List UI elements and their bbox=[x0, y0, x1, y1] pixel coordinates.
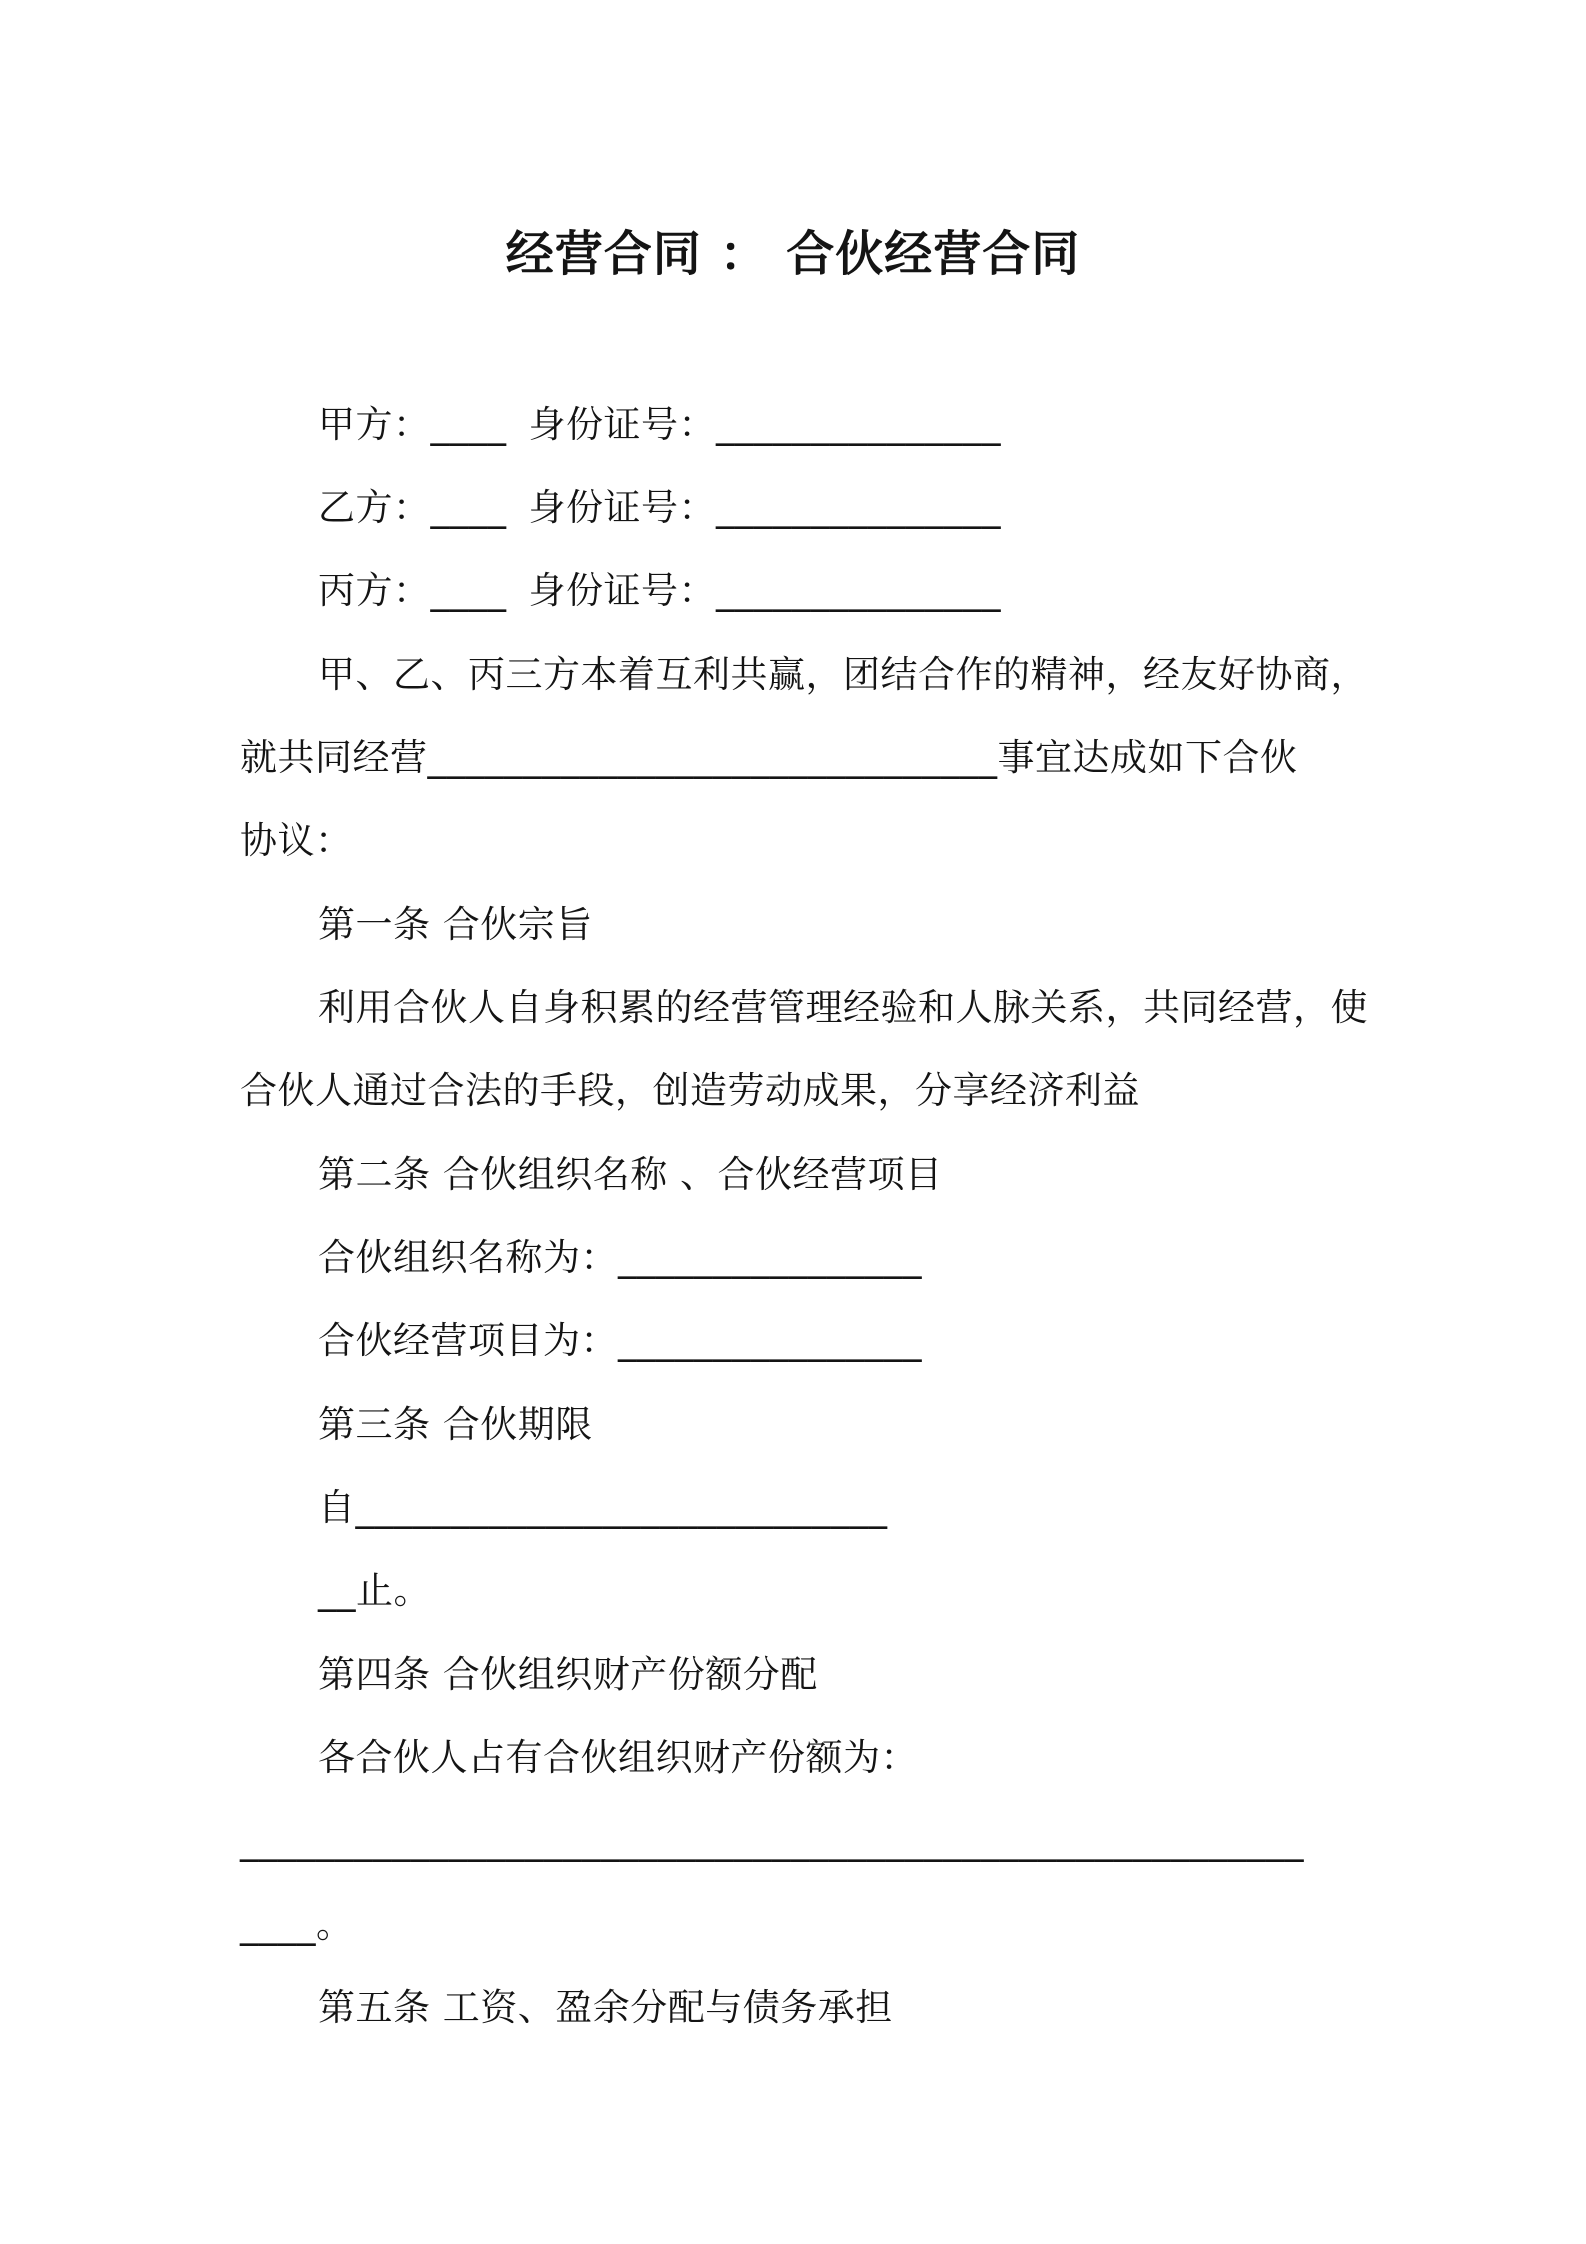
article-4-line-3: ____。 bbox=[240, 1903, 354, 1946]
party-c-label: 丙方： bbox=[318, 569, 431, 612]
party-b-blank: ____ bbox=[430, 486, 507, 529]
party-a-blank: ____ bbox=[430, 403, 507, 446]
party-c-blank: ____ bbox=[430, 569, 507, 612]
party-a-id-blank: _______________ bbox=[716, 403, 1001, 446]
article-3-line-1: 自____________________________ bbox=[318, 1486, 888, 1529]
article-1-line-2: 合伙人通过合法的手段，创造劳动成果，分享经济利益 bbox=[240, 1069, 1140, 1112]
party-b-label: 乙方： bbox=[318, 486, 431, 529]
party-b-line bbox=[318, 483, 1001, 533]
party-a-line bbox=[318, 400, 1001, 450]
article-3-heading: 第三条 合伙期限 bbox=[318, 1403, 593, 1446]
party-b-id-blank: _______________ bbox=[716, 486, 1001, 529]
intro-line-3: 协议： bbox=[240, 819, 353, 862]
article-1-heading: 第一条 合伙宗旨 bbox=[318, 903, 593, 946]
article-4-heading: 第四条 合伙组织财产份额分配 bbox=[318, 1653, 818, 1696]
party-c-id-blank: _______________ bbox=[716, 569, 1001, 612]
article-2-heading: 第二条 合伙组织名称 、合伙经营项目 bbox=[318, 1153, 943, 1196]
article-5-heading: 第五条 工资、盈余分配与债务承担 bbox=[318, 1986, 893, 2029]
party-a-id-label: 身份证号： bbox=[528, 403, 716, 446]
article-2-name-line: 合伙组织名称为：________________ bbox=[318, 1236, 922, 1279]
document-title: 经营合同 ： 合伙经营合同 bbox=[505, 226, 1081, 282]
article-1-line-1: 利用合伙人自身积累的经营管理经验和人脉关系，共同经营，使 bbox=[318, 986, 1368, 1029]
party-c-id-label: 身份证号： bbox=[528, 569, 716, 612]
article-4-line-1: 各合伙人占有合伙组织财产份额为： bbox=[318, 1736, 918, 1779]
party-c-line bbox=[318, 566, 1001, 616]
intro-line-1: 甲、乙、丙三方本着互利共赢，团结合作的精神，经友好协商， bbox=[318, 653, 1368, 696]
article-2-project-line: 合伙经营项目为：________________ bbox=[318, 1319, 922, 1362]
party-a-label: 甲方： bbox=[318, 403, 431, 446]
article-4-line-2: ________________________________________________________ bbox=[240, 1819, 1304, 1862]
intro-line-2: 就共同经营______________________________事宜达成如下合伙 bbox=[240, 736, 1298, 779]
party-b-id-label: 身份证号： bbox=[528, 486, 716, 529]
article-3-line-2: __止。 bbox=[318, 1569, 431, 1612]
